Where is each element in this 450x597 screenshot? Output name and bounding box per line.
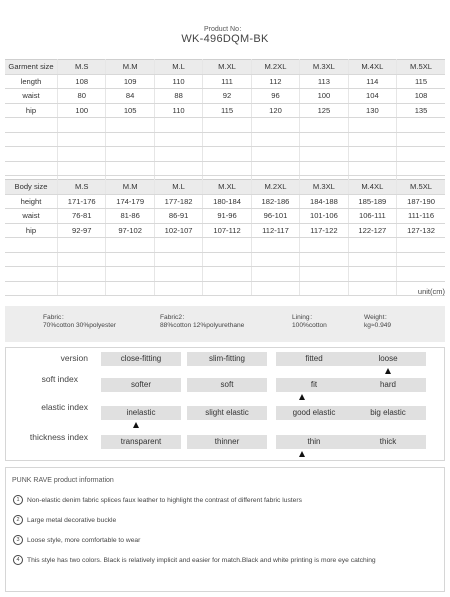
table-cell: 100: [300, 89, 348, 104]
lining-value: 100%cotton: [292, 322, 327, 329]
garment-size-title: Garment size: [5, 60, 58, 75]
table-cell: 130: [348, 103, 396, 118]
empty-row: [5, 238, 445, 253]
index-option: fitted: [276, 352, 352, 366]
index-option-selected: loose: [350, 352, 426, 366]
index-option: softer: [101, 378, 181, 392]
row-label: length: [5, 74, 58, 89]
selection-marker-icon: [385, 368, 391, 374]
size-header: M.3XL: [300, 180, 348, 195]
empty-row: [5, 147, 445, 162]
fabric-info-panel: [5, 306, 445, 342]
index-option-selected: inelastic: [101, 406, 181, 420]
selection-marker-icon: [299, 394, 305, 400]
size-header: M.L: [154, 60, 202, 75]
empty-row: [5, 267, 445, 282]
item-number-icon: 1: [13, 495, 23, 505]
table-cell: 182-186: [251, 194, 299, 209]
index-option-selected: thin: [276, 435, 352, 449]
table-cell: 115: [203, 103, 251, 118]
table-cell: 171-176: [58, 194, 106, 209]
size-header: M.2XL: [251, 60, 299, 75]
table-cell: 91-96: [203, 209, 251, 224]
empty-row: [5, 161, 445, 176]
table-row: [5, 209, 445, 224]
info-item: [13, 535, 140, 545]
table-header-row: [5, 60, 445, 75]
product-code: WK-496DQM-BK: [181, 33, 269, 45]
info-item: [13, 495, 302, 505]
table-cell: 105: [106, 103, 154, 118]
table-cell: 81-86: [106, 209, 154, 224]
size-header: M.XL: [203, 60, 251, 75]
index-option: soft: [187, 378, 267, 392]
table-cell: 113: [300, 74, 348, 89]
table-cell: 125: [300, 103, 348, 118]
garment-size-table: [5, 59, 445, 191]
index-label-thickness: thickness index: [29, 432, 88, 442]
table-cell: 117-122: [300, 223, 348, 238]
fabric1-value: 70%cotton 30%polyester: [43, 322, 116, 329]
unit-label: unit(cm): [417, 287, 445, 296]
body-size-title: Body size: [5, 180, 58, 195]
table-row: [5, 223, 445, 238]
table-cell: 102-107: [154, 223, 202, 238]
index-option: big elastic: [350, 406, 426, 420]
table-cell: 101-106: [300, 209, 348, 224]
table-cell: 96: [251, 89, 299, 104]
index-option: close-fitting: [101, 352, 181, 366]
empty-row: [5, 281, 445, 296]
table-cell: 97-102: [106, 223, 154, 238]
size-header: M.S: [58, 180, 106, 195]
table-cell: 108: [397, 89, 445, 104]
fabric2-value: 88%cotton 12%polyurethane: [160, 322, 245, 329]
info-item: [13, 515, 116, 525]
table-cell: 120: [251, 103, 299, 118]
index-option: transparent: [101, 435, 181, 449]
table-cell: 177-182: [154, 194, 202, 209]
info-item-text: Loose style, more comfortable to wear: [27, 536, 141, 544]
table-cell: 185-189: [348, 194, 396, 209]
fit-index-panel: [5, 347, 445, 461]
table-cell: 180-184: [203, 194, 251, 209]
size-header: M.3XL: [300, 60, 348, 75]
table-cell: 106-111: [348, 209, 396, 224]
table-cell: 127-132: [397, 223, 445, 238]
index-label-version: version: [60, 353, 88, 363]
table-cell: 92-97: [58, 223, 106, 238]
empty-row: [5, 252, 445, 267]
row-label: waist: [5, 209, 58, 224]
size-header: M.5XL: [397, 180, 445, 195]
selection-marker-icon: [299, 451, 305, 457]
row-label: hip: [5, 223, 58, 238]
product-no-label: Product No：: [203, 26, 247, 33]
table-row: [5, 103, 445, 118]
fabric1-label: Fabric：: [43, 314, 68, 321]
table-row: [5, 89, 445, 104]
row-label: height: [5, 194, 58, 209]
size-header: M.L: [154, 180, 202, 195]
table-cell: 174-179: [106, 194, 154, 209]
row-label: waist: [5, 89, 58, 104]
index-option: slight elastic: [187, 406, 267, 420]
product-info-panel: [5, 467, 445, 592]
table-cell: 86-91: [154, 209, 202, 224]
table-cell: 111-116: [397, 209, 445, 224]
table-cell: 122-127: [348, 223, 396, 238]
table-cell: 115: [397, 74, 445, 89]
index-option: hard: [350, 378, 426, 392]
table-cell: 187-190: [397, 194, 445, 209]
size-header: M.M: [106, 60, 154, 75]
info-item-text: Non-elastic denim fabric splices faux leather to highlight the contrast of different fabric lusters: [27, 496, 302, 504]
table-cell: 108: [58, 74, 106, 89]
table-cell: 92: [203, 89, 251, 104]
size-header: M.5XL: [397, 60, 445, 75]
table-cell: 112: [251, 74, 299, 89]
info-item-text: This style has two colors. Black is relatively implicit and easier for match.Black and white printing is more eye catching: [27, 556, 376, 564]
table-cell: 104: [348, 89, 396, 104]
table-cell: 110: [154, 103, 202, 118]
table-cell: 107-112: [203, 223, 251, 238]
table-cell: 88: [154, 89, 202, 104]
lining-label: Lining：: [292, 314, 317, 321]
fabric2-label: Fabric2：: [160, 314, 189, 321]
table-row: [5, 194, 445, 209]
index-option-selected: fit: [276, 378, 352, 392]
table-cell: 100: [58, 103, 106, 118]
weight-label: Weight：: [364, 314, 391, 321]
table-cell: 114: [348, 74, 396, 89]
weight-value: kg≈0.949: [364, 322, 392, 329]
index-option: thinner: [187, 435, 267, 449]
table-cell: 135: [397, 103, 445, 118]
row-label: hip: [5, 103, 58, 118]
size-header: M.S: [58, 60, 106, 75]
index-option: slim-fitting: [187, 352, 267, 366]
body-size-table: [5, 179, 445, 296]
table-cell: 80: [58, 89, 106, 104]
table-cell: 184-188: [300, 194, 348, 209]
size-header: M.2XL: [251, 180, 299, 195]
size-header: M.M: [106, 180, 154, 195]
table-header-row: [5, 180, 445, 195]
index-label-soft: soft index: [41, 374, 78, 384]
table-cell: 109: [106, 74, 154, 89]
size-header: M.4XL: [348, 60, 396, 75]
index-option: good elastic: [276, 406, 352, 420]
table-cell: 76-81: [58, 209, 106, 224]
table-cell: 112-117: [251, 223, 299, 238]
item-number-icon: 4: [13, 555, 23, 565]
table-cell: 110: [154, 74, 202, 89]
info-item: [13, 555, 376, 565]
size-header: M.XL: [203, 180, 251, 195]
table-cell: 84: [106, 89, 154, 104]
table-cell: 111: [203, 74, 251, 89]
empty-row: [5, 132, 445, 147]
table-cell: 96-101: [251, 209, 299, 224]
index-option: thick: [350, 435, 426, 449]
empty-row: [5, 118, 445, 133]
table-row: [5, 74, 445, 89]
size-header: M.4XL: [348, 180, 396, 195]
product-info-title: PUNK RAVE product information: [12, 477, 114, 484]
index-label-elastic: elastic index: [41, 402, 88, 412]
info-item-text: Large metal decorative buckle: [27, 516, 117, 524]
item-number-icon: 3: [13, 535, 23, 545]
selection-marker-icon: [133, 422, 139, 428]
item-number-icon: 2: [13, 515, 23, 525]
